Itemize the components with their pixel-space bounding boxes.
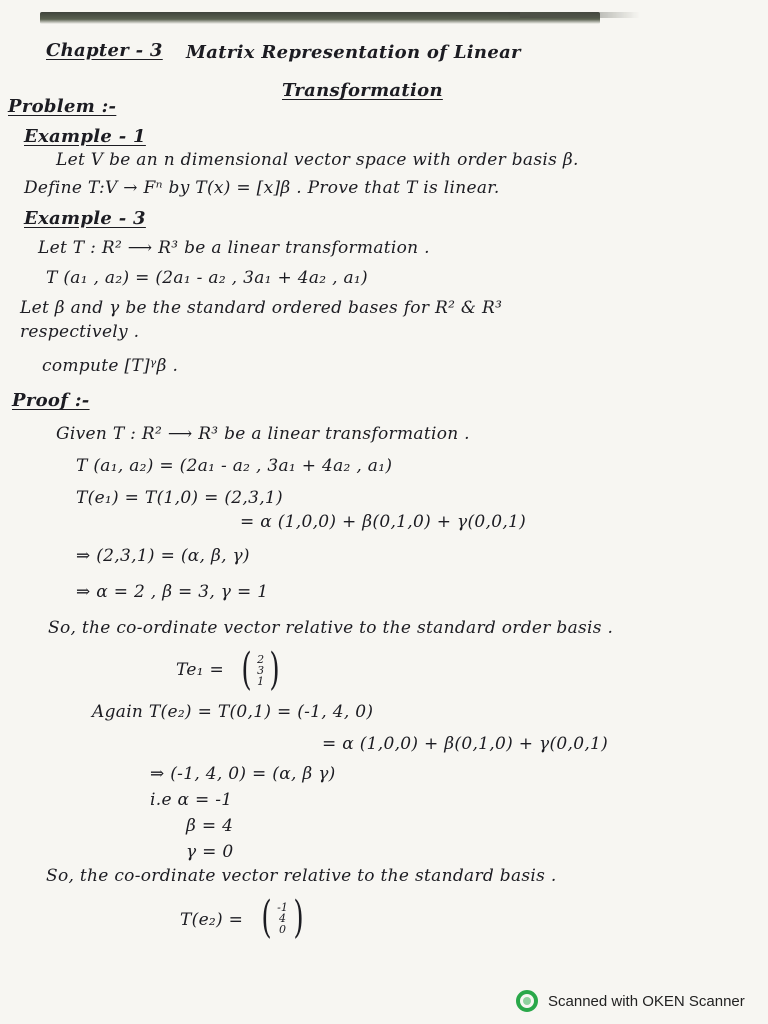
vector-e1-entry-1: 2 — [257, 652, 265, 666]
example3-label: Example - 3 — [24, 208, 146, 229]
vector-e2-entry-2: 4 — [279, 911, 287, 925]
proof-line-te1-expansion: = α (1,0,0) + β(0,1,0) + γ(0,0,1) — [240, 512, 527, 532]
example3-line4: respectively . — [20, 322, 140, 342]
problem-label: Problem :- — [8, 96, 117, 117]
proof-line-te2: Again T(e₂) = T(0,1) = (-1, 4, 0) — [92, 702, 374, 722]
proof-line-coordinate-statement-2: So, the co-ordinate vector relative to the standard basis . — [46, 866, 557, 886]
page-title-line2: Transformation — [282, 80, 443, 101]
scanner-watermark — [516, 986, 745, 1016]
proof-line-gamma: γ = 0 — [186, 842, 234, 862]
coordinate-vector-e1 — [238, 644, 283, 695]
vector-e1-entries — [257, 654, 264, 687]
proof-line-definition: T (a₁, a₂) = (2a₁ - a₂ , 3a₁ + 4a₂ , a₁) — [76, 456, 393, 476]
proof-line-e1-equality: ⇒ (2,3,1) = (α, β, γ) — [76, 546, 250, 566]
vector-e1-entry-3: 1 — [257, 674, 265, 688]
example1-line1: Let V be an n dimensional vector space with order basis β. — [56, 150, 579, 170]
example1-line2: Define T:V → Fⁿ by T(x) = [x]β . Prove that T is linear. — [24, 178, 500, 198]
example1-label: Example - 1 — [24, 126, 146, 147]
proof-line-te2-expansion: = α (1,0,0) + β(0,1,0) + γ(0,0,1) — [322, 734, 609, 754]
left-paren-icon: ( — [241, 644, 252, 695]
vector-e1-entry-2: 3 — [257, 663, 265, 677]
vector-e2-entry-1: -1 — [277, 900, 288, 914]
proof-line-coordinate-statement-1: So, the co-ordinate vector relative to the standard order basis . — [48, 618, 614, 638]
left-paren-icon: ( — [261, 892, 272, 943]
proof-line-te2-label: T(e₂) = — [180, 910, 244, 930]
example3-line2: T (a₁ , a₂) = (2a₁ - a₂ , 3a₁ + 4a₂ , a₁) — [46, 268, 368, 288]
right-paren-icon: ) — [293, 892, 304, 943]
vector-e2-entries — [277, 902, 288, 935]
proof-line-alpha: i.e α = -1 — [150, 790, 233, 810]
right-paren-icon: ) — [269, 644, 280, 695]
proof-line-given: Given T : R² ⟶ R³ be a linear transformation . — [56, 424, 470, 444]
proof-line-beta: β = 4 — [186, 816, 234, 836]
proof-label: Proof :- — [12, 390, 90, 411]
proof-line-e1-values: ⇒ α = 2 , β = 3, γ = 1 — [76, 582, 269, 602]
example3-line1: Let T : R² ⟶ R³ be a linear transformation . — [38, 238, 430, 258]
proof-line-te1: T(e₁) = T(1,0) = (2,3,1) — [76, 488, 283, 508]
vector-e2-entry-3: 0 — [279, 922, 287, 936]
scanner-text: Scanned with OKEN Scanner — [548, 992, 745, 1010]
proof-line-e2-equality: ⇒ (-1, 4, 0) = (α, β γ) — [150, 764, 336, 784]
example3-line5: compute [T]ᵞβ . — [42, 356, 179, 376]
oken-scanner-logo-icon — [516, 990, 538, 1012]
page-top-edge-shadow — [40, 12, 600, 24]
page-title-line1: Matrix Representation of Linear — [186, 42, 521, 63]
coordinate-vector-e2 — [258, 892, 307, 943]
proof-line-te1-label: Te₁ = — [176, 660, 225, 680]
chapter-label: Chapter - 3 — [46, 40, 163, 61]
example3-line3: Let β and γ be the standard ordered bases for R² & R³ — [20, 298, 503, 318]
